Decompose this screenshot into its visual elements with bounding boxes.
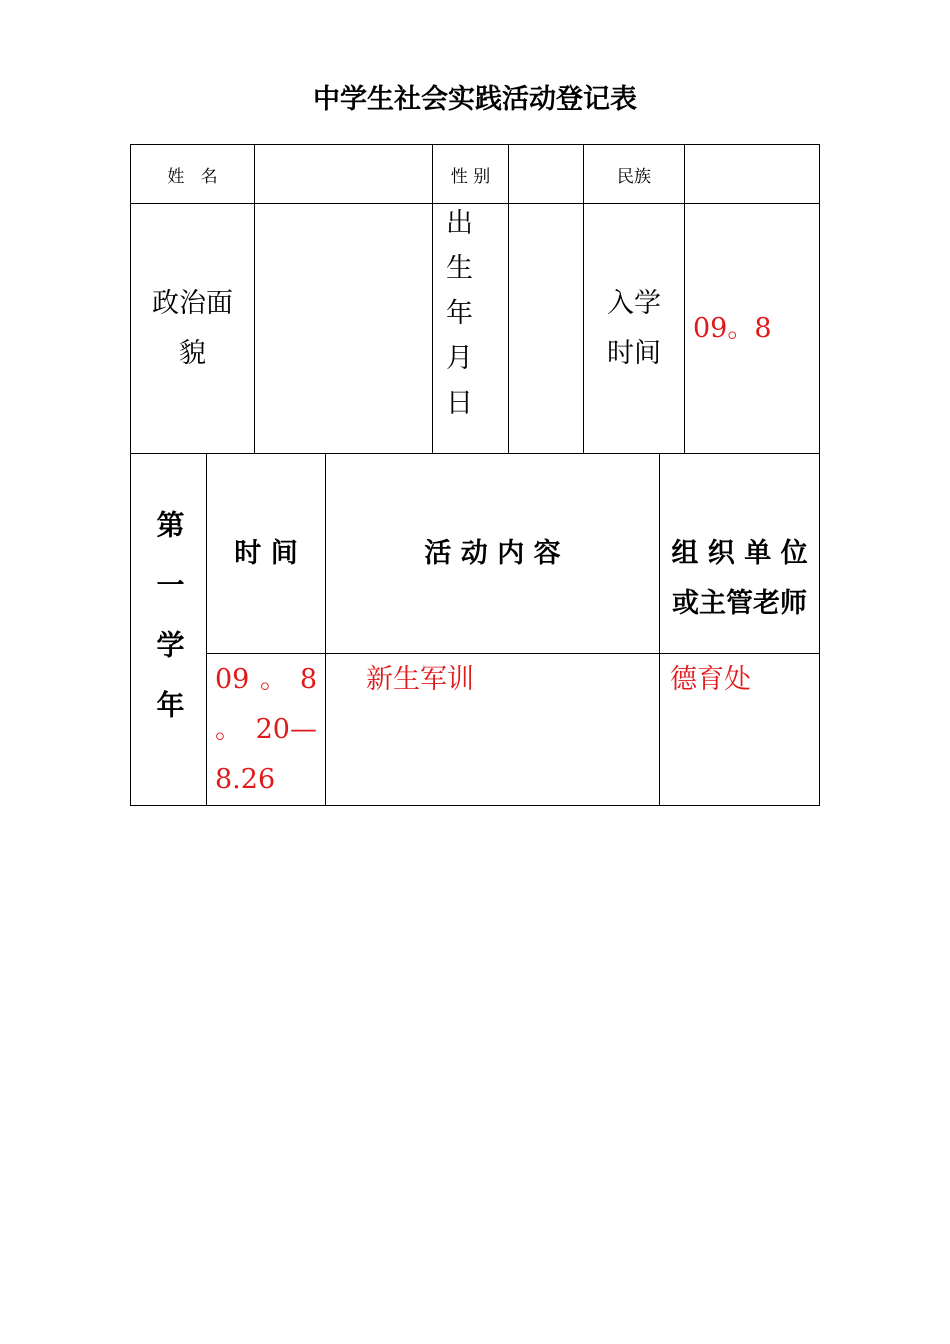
page-title: 中学生社会实践活动登记表 [313,84,637,115]
activity-time: 09 。 8 。 20—8.26 [215,664,317,795]
year-label: 第一学年 [152,509,186,750]
activity-content: 新生军训 [366,664,474,695]
organizer-header: 组 织 单 位 或主管老师 [671,537,808,619]
content-header-cell [326,454,660,654]
year-label-cell [131,454,207,806]
gender-label: 性 别 [450,166,491,187]
gender-field[interactable] [509,145,584,204]
political-field[interactable] [255,204,433,454]
political-label-cell [131,204,255,454]
birth-field[interactable] [509,204,584,454]
birth-label: 出生年月日 [441,208,472,433]
registration-form-table [130,144,820,806]
name-label: 姓 名 [167,166,218,187]
gender-label-cell [433,145,509,204]
enrollment-label: 入学时间 [607,287,661,369]
enrollment-label-cell [584,204,685,454]
ethnicity-label: 民族 [617,166,651,187]
activity-content-cell[interactable] [326,654,660,806]
content-header: 活 动 内 容 [424,537,561,569]
time-header-cell [207,454,326,654]
organizer-header-cell [660,454,820,654]
activity-organizer-cell[interactable] [660,654,820,806]
birth-label-cell [433,204,509,454]
name-field[interactable] [255,145,433,204]
time-header: 时 间 [234,537,298,569]
political-label: 政治面貌 [152,287,233,369]
activity-organizer: 德育处 [670,664,751,695]
ethnicity-label-cell [584,145,685,204]
name-label-cell [131,145,255,204]
enrollment-field[interactable] [685,204,820,454]
enrollment-value: 09。8 [693,312,772,344]
activity-time-cell[interactable] [207,654,326,806]
ethnicity-field[interactable] [685,145,820,204]
